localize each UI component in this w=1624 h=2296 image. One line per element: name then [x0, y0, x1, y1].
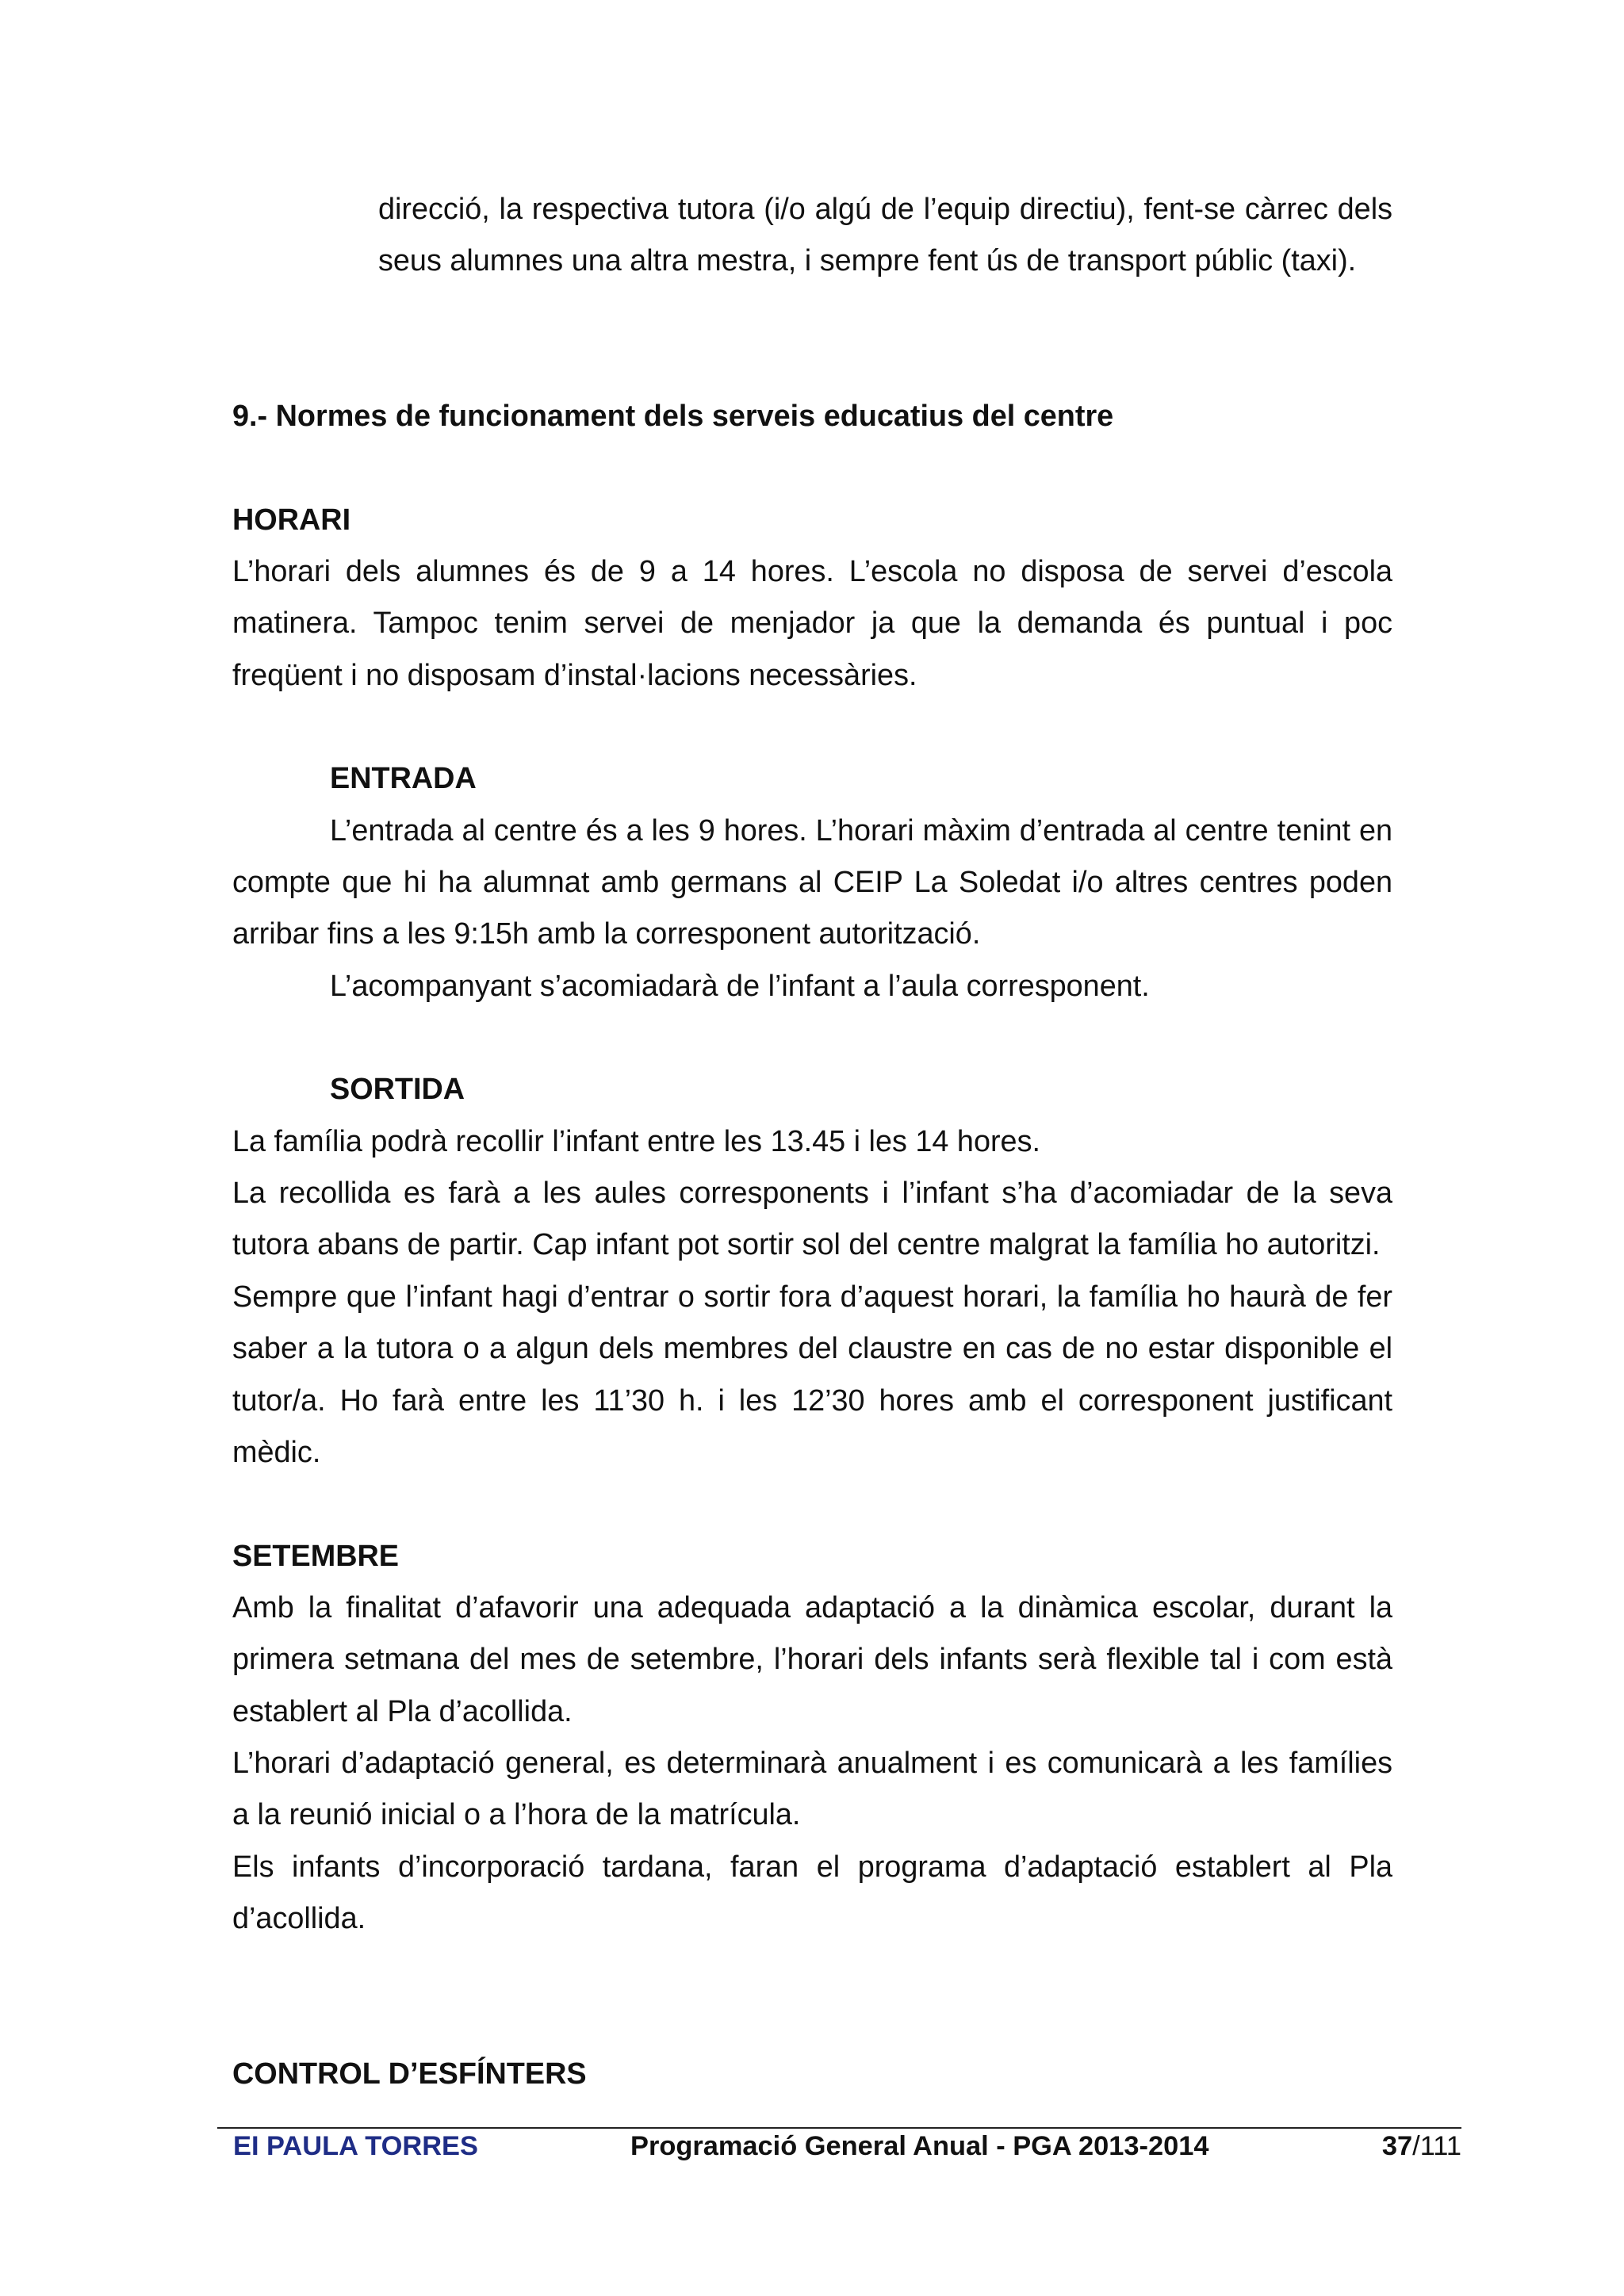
body-line: Sempre que l’infant hagi d’entrar o sortir fora d’aquest horari, la família ho haurà de fer [232, 1280, 1392, 1314]
body-line: d’acollida. [232, 1901, 366, 1935]
page-total: 111 [1419, 2131, 1461, 2161]
blank-line [232, 1012, 1392, 1064]
blank-line [232, 287, 1392, 339]
body-line: Amb la finalitat d’afavorir una adequada adaptació a la dinàmica escolar, durant la [232, 1590, 1392, 1624]
footer-page-number [1382, 2130, 1461, 2162]
page-footer [0, 2130, 1624, 2162]
blank-line [232, 702, 1392, 753]
heading-sortida: SORTIDA [330, 1073, 465, 1107]
heading-horari: HORARI [232, 503, 351, 537]
footer-school-name: EI PAULA TORRES [233, 2131, 478, 2161]
blank-line [232, 1479, 1392, 1530]
body-line: seus alumnes una altra mestra, i sempre fent ús de transport públic (taxi). [378, 243, 1357, 277]
body-line: compte que hi ha alumnat amb germans al CEIP La Soledat i/o altres centres poden [232, 866, 1392, 900]
blank-line [232, 442, 1392, 494]
body-line: saber a la tutora o a algun dels membres del claustre en cas de no estar disponible el [232, 1332, 1392, 1366]
body-line: L’acompanyant s’acomiadarà de l’infant a l’aula corresponent. [330, 969, 1150, 1003]
body-line: mèdic. [232, 1435, 321, 1469]
body-line: tutora abans de partir. Cap infant pot sortir sol del centre malgrat la família ho autoritzi. [232, 1228, 1381, 1262]
body-line: a la reunió inicial o a l’hora de la matrícula. [232, 1798, 801, 1832]
blank-line [232, 1945, 1392, 1996]
body-line: La família podrà recollir l’infant entre les 13.45 i les 14 hores. [232, 1124, 1040, 1158]
page-current: 37 [1381, 2131, 1413, 2161]
body-line: La recollida es farà a les aules corresponents i l’infant s’ha d’acomiadar de la seva [232, 1177, 1392, 1211]
body-line: arribar fins a les 9:15h amb la corresponent autorització. [232, 917, 981, 951]
body-line: freqüent i no disposam d’instal·lacions necessàries. [232, 658, 917, 692]
body-line: Els infants d’incorporació tardana, faran el programa d’adaptació establert al Pla [232, 1850, 1392, 1884]
page-body [232, 184, 1392, 2101]
body-line: L’horari d’adaptació general, es determinarà anualment i es comunicarà a les famílies [232, 1746, 1392, 1780]
heading-setembre: SETEMBRE [232, 1539, 400, 1573]
blank-line [232, 339, 1392, 391]
section-title: 9.- Normes de funcionament dels serveis educatius del centre [232, 399, 1114, 433]
body-line: L’horari dels alumnes és de 9 a 14 hores. L’escola no disposa de servei d’escola [232, 555, 1392, 588]
blank-line [232, 1997, 1392, 2049]
page-separator: / [1412, 2131, 1420, 2161]
heading-control-esfinters: CONTROL D’ESFÍNTERS [232, 2057, 587, 2091]
body-line: L’entrada al centre és a les 9 hores. L’horari màxim d’entrada al centre tenint en [330, 813, 1392, 848]
body-line: primera setmana del mes de setembre, l’horari dels infants serà flexible tal i com està [232, 1643, 1392, 1677]
body-line: direcció, la respectiva tutora (i/o algú de l’equip directiu), fent-se càrrec dels [378, 192, 1392, 226]
footer-document-title: Programació General Anual - PGA 2013-2014 [630, 2131, 1209, 2161]
footer-divider [217, 2127, 1461, 2129]
body-line: tutor/a. Ho farà entre les 11’30 h. i les 12’30 hores amb el corresponent justificant [232, 1383, 1392, 1418]
body-line: matinera. Tampoc tenim servei de menjador ja que la demanda és puntual i poc [232, 607, 1392, 641]
body-line: establert al Pla d’acollida. [232, 1694, 573, 1728]
heading-entrada: ENTRADA [330, 762, 477, 796]
